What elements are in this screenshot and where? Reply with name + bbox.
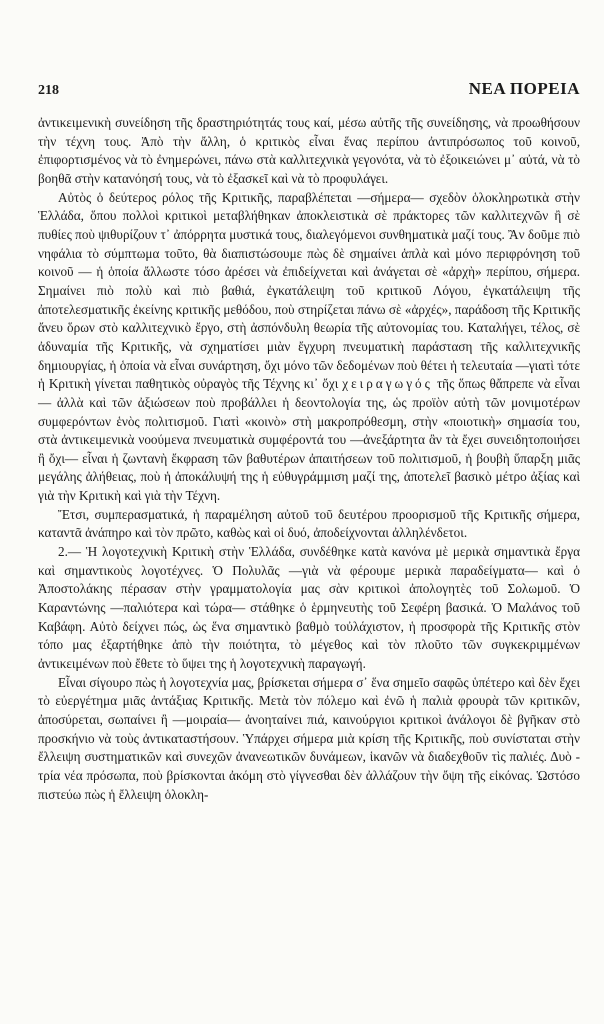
paragraph-2-tail: τῆς ὅπως θἄπρεπε νὰ εἶναι— ἀλλὰ καὶ τῶν ἀξιώσεων ποὺ προβάλλει ἡ δεοντολογία της, ὡς προϊὸν αὐτὴ τῶν μονιμοτέρων συμφερόντων ἑνὸς πολιτισμοῦ. Γιατὶ «κοινὸ» στὴ μακροπρόθεσμη, στὴν «ποιοτικὴ» σημασία του, στὰ ἀντικειμενικὰ νοούμενα πνευματικὰ συμφέροντά του —ἀνεξάρτητα ἂν τὰ ἔχει συνειδητοποιήσει ἢ ὄχι— εἶναι ἡ ζωντανὴ ἔκφραση τῶν βαθυτέρων ἀπαιτήσεων τοῦ πολιτισμοῦ, ἡ βουβὴ ὕπαρξη μιᾶς μεγάλης ἀλήθειας, ποὺ ἡ ἀποκάλυψή της ἡ εὐθυγράμμιση μαζί της, ἀποτελεῖ βασικὸ μέτρο ἀξίας καὶ γιὰ τὴν Κριτικὴ καὶ γιὰ τὴν Τέχνη. <box>38 376 581 504</box>
paragraph-1: ἀντικειμενικὴ συνείδηση τῆς δραστηριότητάς τους καί, μέσω αὐτῆς τῆς συνείδησης, νὰ προωθήσουν τὴν τέχνη τους. Ἀπὸ τὴν ἄλλη, ὁ κριτικὸς εἶναι ἕνας περίπου ἀντιπρόσωπος τοῦ κοινοῦ, ἐπιφορτισμένος νὰ τὸ ἐνημερώνει, πάνω στὰ καλλιτεχνικὰ γεγονότα, νὰ τὸ ἐξοικειώνει μ᾽ αὐτά, νὰ τὸ βοηθᾶ στὴν κατανόησή τους, νὰ τὸ ἐξασκεῖ καὶ νὰ τὸ προφυλάγει. <box>38 115 580 186</box>
running-header <box>38 79 580 101</box>
paragraph-4: 2.— Ἡ λογοτεχνικὴ Κριτικὴ στὴν Ἑλλάδα, συνδέθηκε κατὰ κανόνα μὲ μερικὰ σημαντικὰ ἔργα καὶ σημαντικοὺς λογοτέχνες. Ὁ Πολυλᾶς —γιὰ νὰ φέρουμε μερικὰ παραδείγματα— καὶ ὁ Ἀποστολάκης πέρασαν στὴν γραμματολογία μας σὰν κριτικοὶ ἀπολογητὲς τοῦ Σολωμοῦ. Ὁ Καραντώνης —παλιότερα καὶ τώρα— στάθηκε ὁ ἑρμηνευτὴς τοῦ Σεφέρη βασικά. Ὁ Μαλάνος τοῦ Καβάφη. Αὐτὸ δείχνει πώς, ὡς ἕνα σημαντικὸ βαθμὸ τοὐλάχιστον, ἡ προσφορὰ τῆς Κριτικῆς στὸν τόπο μας ἐξαρτήθηκε ἀπὸ τὴν ποιότητα, τὸ μέγεθος καὶ τὸν πλοῦτο τῶν συγκεκριμμένων ἀντικειμένων ποὺ ἔθετε τὸ ὕψει της ἡ λογοτεχνικὴ παραγωγή. <box>38 544 580 672</box>
page-number: 218 <box>38 83 59 98</box>
paragraph-3: Ἔτσι, συμπερασματικά, ἡ παραμέληση αὐτοῦ τοῦ δευτέρου προορισμοῦ τῆς Κριτικῆς σήμερα, καταντᾶ ἀνάπηρο καὶ τὸν πρῶτο, καθὼς καὶ οἱ δυό, ἀποδείχνονται ἀλληλένδετοι. <box>38 506 580 541</box>
document-page <box>28 0 580 1024</box>
paragraph-2-head: Αὐτὸς ὁ δεύτερος ρόλος τῆς Κριτικῆς, παραβλέπεται —σήμερα— σχεδὸν ὁλοκληρωτικὰ στὴν Ἑλλάδα, ὅπου πολλοὶ κριτικοὶ μεταβλήθηκαν ἀποκλειστικὰ σὲ πράκτορες τῶν καλλιτεχνῶν ἢ σὲ πυθίες ποὺ ψιθυρίζουν τ᾽ ἀπόρρητα μυστικά τους, διαλεγόμενοι συνθηματικὰ μαζί τους. Ἂν δοῦμε πιὸ νηφάλια τὸ σύμπτωμα τοῦτο, θὰ διαπιστώσουμε πὼς δὲ σημαίνει ἁπλὰ καὶ μόνο περιφρόνηση τοῦ κοινοῦ — ἡ ὁποία ἄλλωστε τόσο ἀρέσει νὰ ἐπιδείχνεται καὶ ἀνάγεται σὲ «ἀρχὴ» περίπου, σήμερα. Σημαίνει πιὸ πολὺ καὶ πιὸ βαθιά, ἐγκατάλειψη τοῦ κριτικοῦ Λόγου, ἐγκατάλειψη τῆς ἀποτελεσματικῆς ἐκείνης κριτικῆς μεθόδου, ποὺ στηρίζεται πάνω σὲ «ἀρχές», παράδοση τῆς Κριτικῆς ἄνευ ὅρων στὸ καλλιτεχνικὸ ἔργο, στὴ ἀσπόνδυλη θεωρία τῆς αὐτονομίας του. Καταλήγει, τέλος, σὲ ἀδυναμία τῆς Κριτικῆς, νὰ σχηματίσει μιὰν ἔγχυρη πνευματικὴ παράσταση τῆς καλλιτεχνικῆς δημιουργίας, ἡ ὁποία νὰ εἶναι συνάρτηση, ὄχι μόνο τῶν δεδομένων ποὺ θέτει ἡ τελευταία —γιατὶ τότε ἡ Κριτικὴ γίνεται παθητικὸς οὐραγὸς τῆς Τέχνης κι᾽ ὄχι <box>38 189 580 392</box>
paragraph-5: Εἶναι σίγουρο πὼς ἡ λογοτεχνία μας, βρίσκεται σήμερα σ᾽ ἕνα σημεῖο σαφῶς ὑπέτερο καὶ δὲν ἔχει τὸ εὐεργέτημα μιᾶς ἀντάξιας Κριτικῆς. Μετὰ τὸν πόλεμο καὶ ἐνῶ ἡ παλιὰ φρουρὰ τῶν κριτικῶν, ἀποσύρεται, σωπαίνει ἢ —μοιραία— ἀνοηταίνει πιά, καινούργιοι κριτικοὶ ἀνάλογοι δὲ βγῆκαν στὸ προσκήνιο νὰ τοὺς ἀντικαταστήσουν. Ὑπάρχει σήμερα μιὰ κρίση τῆς Κριτικῆς, ποὺ συνίσταται στὴν ἔλλειψη συστηματικῶν καὶ συνεχῶν ἀνανεωτικῶν δυνάμεων, ἱκανῶν νὰ διαδεχθοῦν τὶς παλιές. Δυὸ - τρία νέα πρόσωπα, ποὺ βρίσκονται ἀκόμη στὸ γίγνεσθαι δὲν ἀλλάζουν τὴν ὄψη τῆς εἰκόνας. Ὡστόσο πιστεύω πὼς ἡ ἔλλειψη ὁλοκλη- <box>38 674 580 802</box>
article-body <box>38 114 580 804</box>
spaced-word: χειραγωγός <box>342 376 433 392</box>
paragraph-2 <box>38 189 580 506</box>
journal-title: ΝΕΑ ΠΟΡΕΙΑ <box>468 79 580 98</box>
